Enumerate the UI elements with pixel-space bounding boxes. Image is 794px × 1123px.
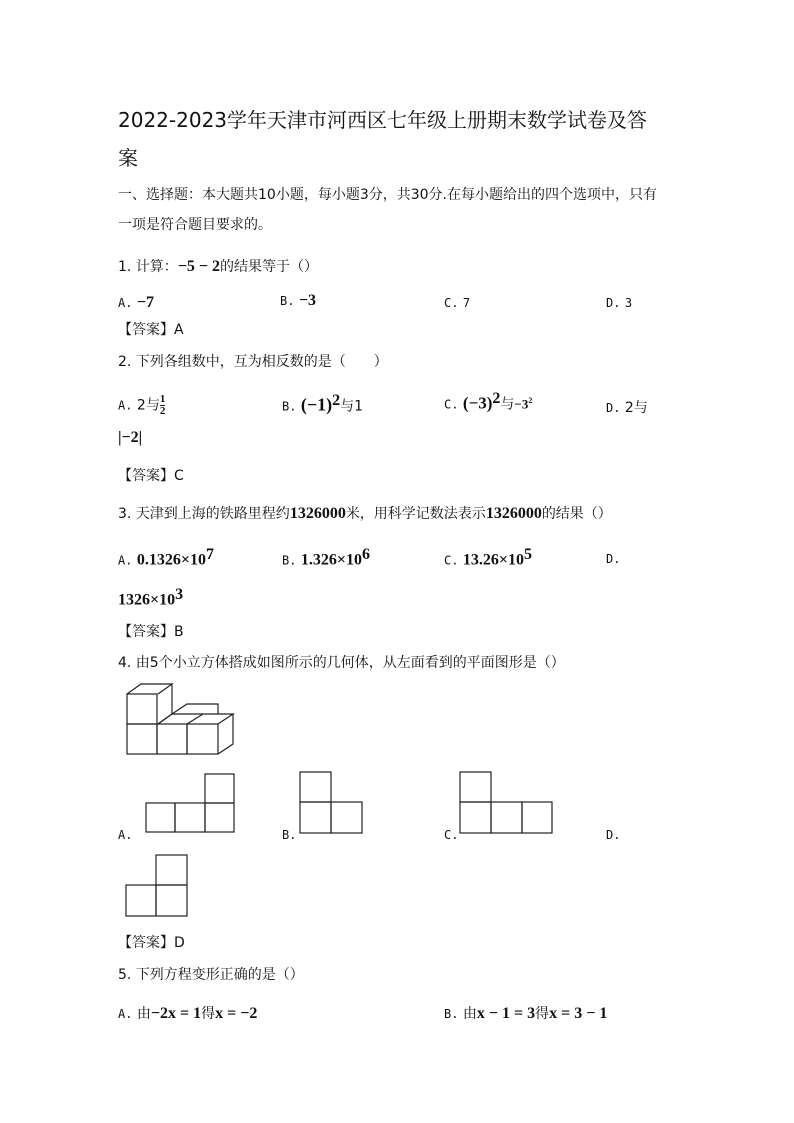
q3-number: 1326000 bbox=[289, 505, 346, 522]
option-text: 与 bbox=[500, 396, 515, 413]
option-label: B. bbox=[280, 294, 295, 308]
option-d-figure bbox=[126, 855, 187, 916]
option-base: 13.26×10 bbox=[462, 551, 525, 569]
option-exponent: 5 bbox=[524, 546, 533, 563]
option-text: 得 bbox=[535, 1006, 550, 1022]
option-exponent: 2 bbox=[492, 390, 501, 407]
q3-text: 3. 天津到上海的铁路里程约 bbox=[118, 506, 290, 522]
option-label: D. bbox=[606, 401, 621, 415]
option-base: (−1) bbox=[300, 394, 333, 415]
section-heading: 一、选择题：本大题共10小题，每小题3分，共30分.在每小题给出的四个选项中，只有 bbox=[118, 187, 657, 203]
option-base: 0.1326×10 bbox=[136, 551, 207, 569]
option-value: 7 bbox=[462, 296, 471, 310]
option-equation: x − 1 = 3 bbox=[476, 1005, 536, 1022]
document-title: 2022-2023学年天津市河西区七年级上册期末数学试卷及答 bbox=[118, 108, 648, 132]
q1-expression: −5 − 2 bbox=[177, 258, 221, 275]
option-label: A. bbox=[118, 1007, 133, 1021]
option-label: B. bbox=[444, 1007, 459, 1021]
q1-answer: 【答案】A bbox=[118, 322, 184, 338]
numerator: 1 bbox=[159, 393, 166, 405]
option-equation: x = −2 bbox=[215, 1005, 258, 1022]
question-5: 5. 下列方程变形正确的是（） bbox=[118, 967, 304, 983]
option-label: B. bbox=[282, 399, 297, 414]
option-exponent: 2 bbox=[528, 396, 533, 405]
option-label: C. bbox=[444, 397, 459, 412]
option-equation: x = 3 − 1 bbox=[549, 1005, 608, 1022]
option-base: 1326×10 bbox=[118, 591, 176, 609]
document-title-cont: 案 bbox=[118, 146, 138, 170]
option-label: D. bbox=[606, 552, 621, 566]
q4-option-c-label: C. bbox=[444, 828, 459, 842]
option-value: 3 bbox=[624, 296, 633, 310]
q4-option-a-label: A. bbox=[118, 828, 133, 842]
option-c-figure bbox=[460, 772, 552, 833]
option-base: (−3) bbox=[462, 393, 493, 413]
option-value: −3 bbox=[514, 396, 529, 412]
option-label: C. bbox=[444, 553, 459, 568]
q3-answer: 【答案】B bbox=[118, 624, 184, 640]
option-base: 1.326×10 bbox=[300, 551, 363, 569]
option-exponent: 2 bbox=[332, 392, 341, 409]
question-2: 2. 下列各组数中，互为相反数的是（ ） bbox=[118, 354, 388, 370]
option-label: A. bbox=[118, 553, 133, 568]
denominator: 2 bbox=[159, 405, 166, 417]
option-exponent: 3 bbox=[175, 586, 184, 603]
option-text: 由 bbox=[136, 1006, 151, 1022]
option-value: −7 bbox=[136, 294, 155, 311]
q2-answer: 【答案】C bbox=[118, 468, 184, 484]
option-equation: −2x = 1 bbox=[150, 1005, 202, 1022]
q5-option-b bbox=[444, 1005, 607, 1023]
option-value: −3 bbox=[298, 292, 317, 309]
cube-solid-figure bbox=[127, 684, 233, 754]
option-text: 2与 bbox=[136, 397, 160, 414]
q5-option-a bbox=[118, 1005, 257, 1023]
option-label: B. bbox=[282, 553, 297, 568]
option-label: D. bbox=[606, 296, 621, 310]
option-text: 2与 bbox=[624, 400, 648, 416]
option-b-figure bbox=[300, 772, 362, 833]
q4-option-b-label: B. bbox=[282, 828, 297, 842]
option-text: 与1 bbox=[340, 398, 364, 415]
option-exponent: 6 bbox=[362, 546, 371, 563]
option-text: 得 bbox=[201, 1006, 216, 1022]
q4-option-d-label: D. bbox=[606, 828, 621, 842]
option-exponent: 7 bbox=[206, 546, 215, 563]
question-4: 4. 由5个小立方体搭成如图所示的几何体，从左面看到的平面图形是（） bbox=[118, 655, 565, 671]
option-label: C. bbox=[444, 296, 459, 310]
q1-suffix: 的结果等于（） bbox=[220, 259, 319, 275]
option-label: A. bbox=[118, 398, 133, 413]
q1-prefix: 1. 计算： bbox=[118, 259, 178, 275]
option-text: 由 bbox=[462, 1006, 477, 1022]
q4-answer: 【答案】D bbox=[118, 935, 185, 951]
section-heading-cont: 一项是符合题目要求的。 bbox=[118, 217, 272, 233]
q3-number: 1326000 bbox=[485, 505, 542, 522]
q2-option-d-value: |−2| bbox=[118, 429, 143, 446]
q3-text: 的结果（） bbox=[541, 506, 612, 522]
q3-text: 米，用科学记数法表示 bbox=[345, 506, 486, 522]
option-label: A. bbox=[118, 296, 133, 310]
option-a-figure bbox=[146, 774, 234, 832]
